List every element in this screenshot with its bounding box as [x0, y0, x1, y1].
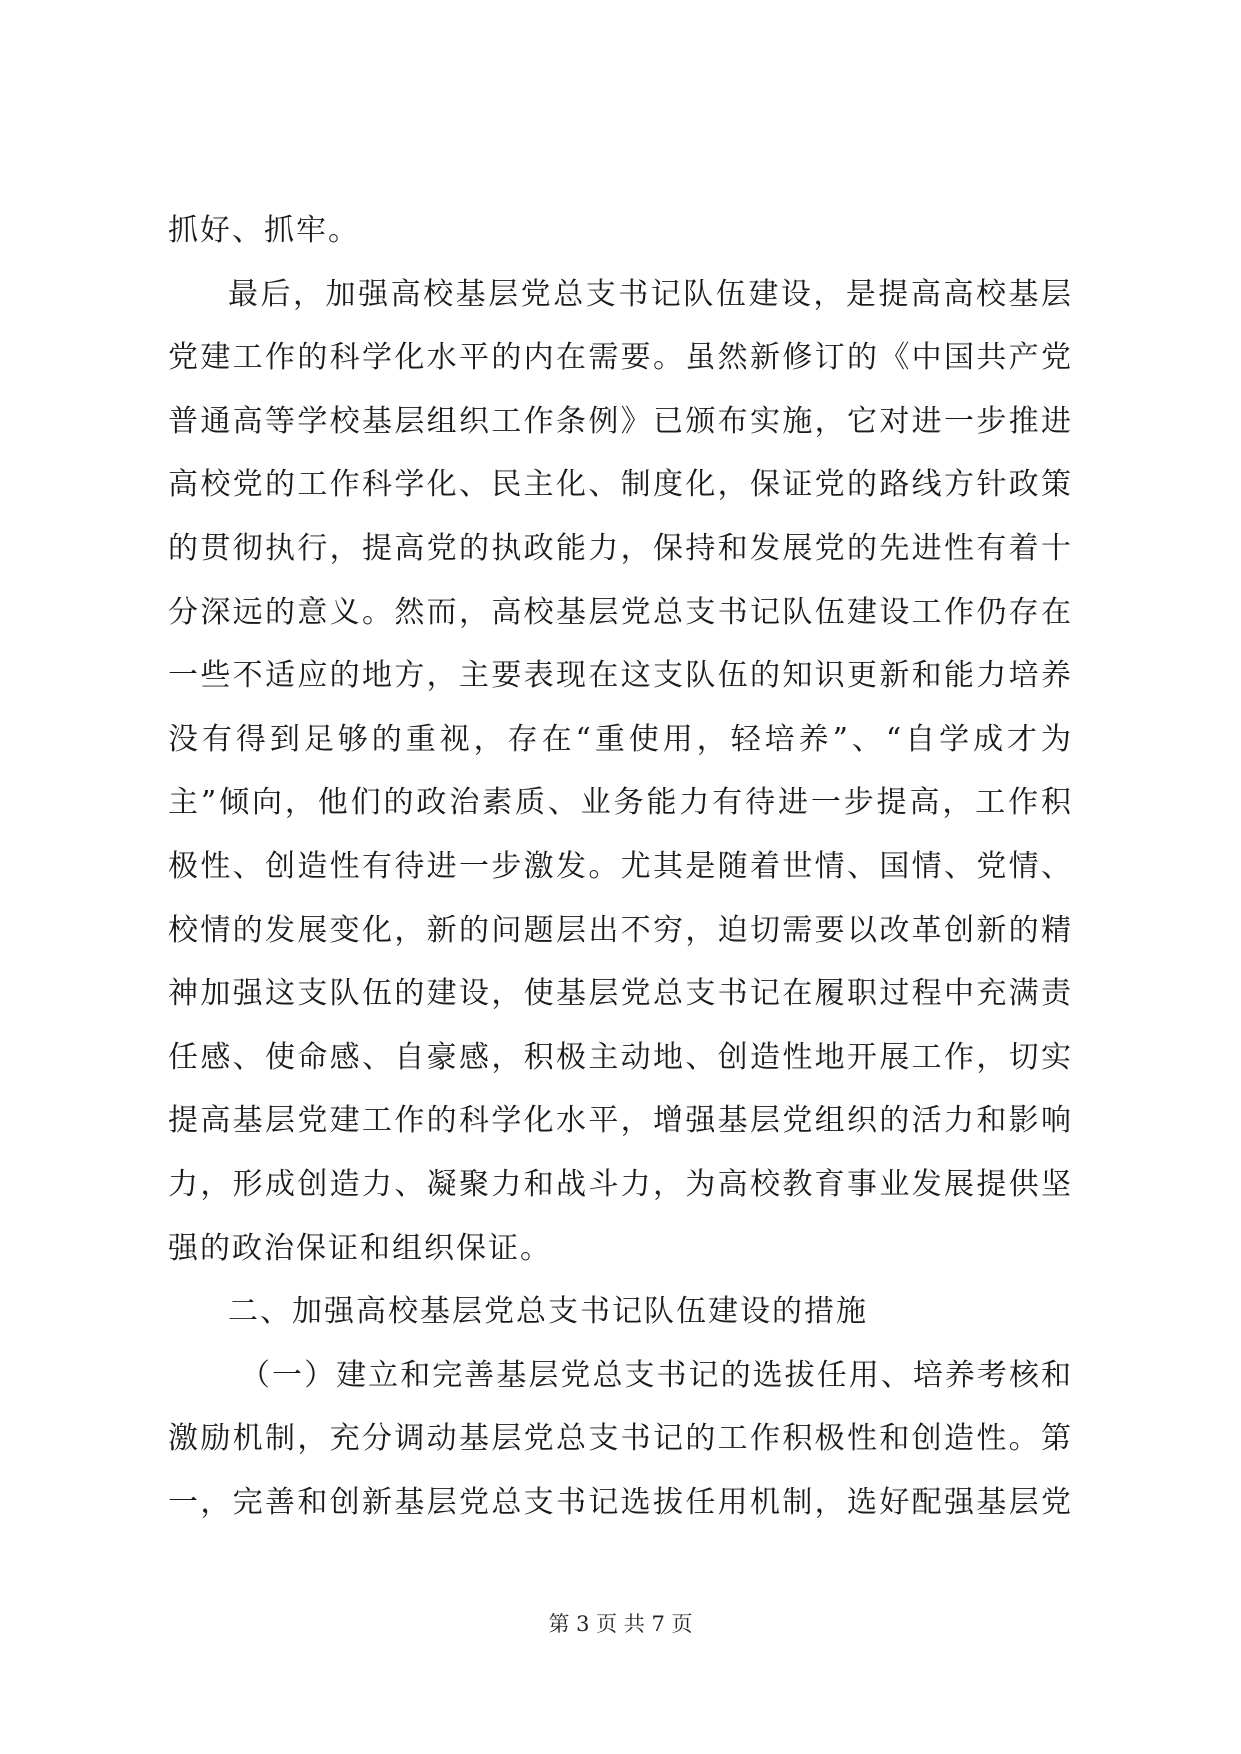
- paragraph-line: 普通高等学校基层组织工作条例》已颁布实施，它对进一步推进: [168, 403, 1073, 439]
- paragraph-line: 一，完善和创新基层党总支书记选拔任用机制，选好配强基层党: [168, 1484, 1073, 1520]
- paragraph-line: 一些不适应的地方，主要表现在这支队伍的知识更新和能力培养: [168, 658, 1073, 694]
- paragraph-line: 神加强这支队伍的建设，使基层党总支书记在履职过程中充满责: [168, 976, 1073, 1012]
- paragraph-line: 力，形成创造力、凝聚力和战斗力，为高校教育事业发展提供坚: [168, 1166, 1073, 1202]
- paragraph-line: 提高基层党建工作的科学化水平，增强基层党组织的活力和影响: [168, 1103, 1073, 1139]
- subsection-heading-line: （一）建立和完善基层党总支书记的选拔任用、培养考核和: [240, 1357, 1073, 1393]
- paragraph-line: 强的政治保证和组织保证。: [168, 1230, 552, 1266]
- paragraph-line: 校情的发展变化，新的问题层出不穷，迫切需要以改革创新的精: [168, 912, 1073, 948]
- section-heading: 二、加强高校基层党总支书记队伍建设的措施: [228, 1294, 868, 1330]
- page-number-footer: 第 3 页 共 7 页: [548, 1612, 693, 1636]
- paragraph-line: 的贯彻执行，提高党的执政能力，保持和发展党的先进性有着十: [168, 530, 1073, 566]
- paragraph-line: 高校党的工作科学化、民主化、制度化，保证党的路线方针政策: [168, 467, 1073, 503]
- paragraph-line: 没有得到足够的重视，存在“重使用，轻培养”、“自学成才为: [168, 721, 1073, 757]
- paragraph-line: 激励机制，充分调动基层党总支书记的工作积极性和创造性。第: [168, 1421, 1073, 1457]
- paragraph-line: 任感、使命感、自豪感，积极主动地、创造性地开展工作，切实: [168, 1039, 1073, 1075]
- paragraph-line: 主”倾向，他们的政治素质、业务能力有待进一步提高，工作积: [168, 785, 1073, 821]
- paragraph-line: 抓好、抓牢。: [168, 213, 360, 248]
- paragraph-line: 党建工作的科学化水平的内在需要。虽然新修订的《中国共产党: [168, 340, 1073, 376]
- paragraph-line: 分深远的意义。然而，高校基层党总支书记队伍建设工作仍存在: [168, 594, 1073, 630]
- paragraph-line: 极性、创造性有待进一步激发。尤其是随着世情、国情、党情、: [168, 848, 1073, 884]
- document-body: [168, 199, 1073, 1534]
- paragraph-line: 最后，加强高校基层党总支书记队伍建设，是提高高校基层: [228, 276, 1073, 312]
